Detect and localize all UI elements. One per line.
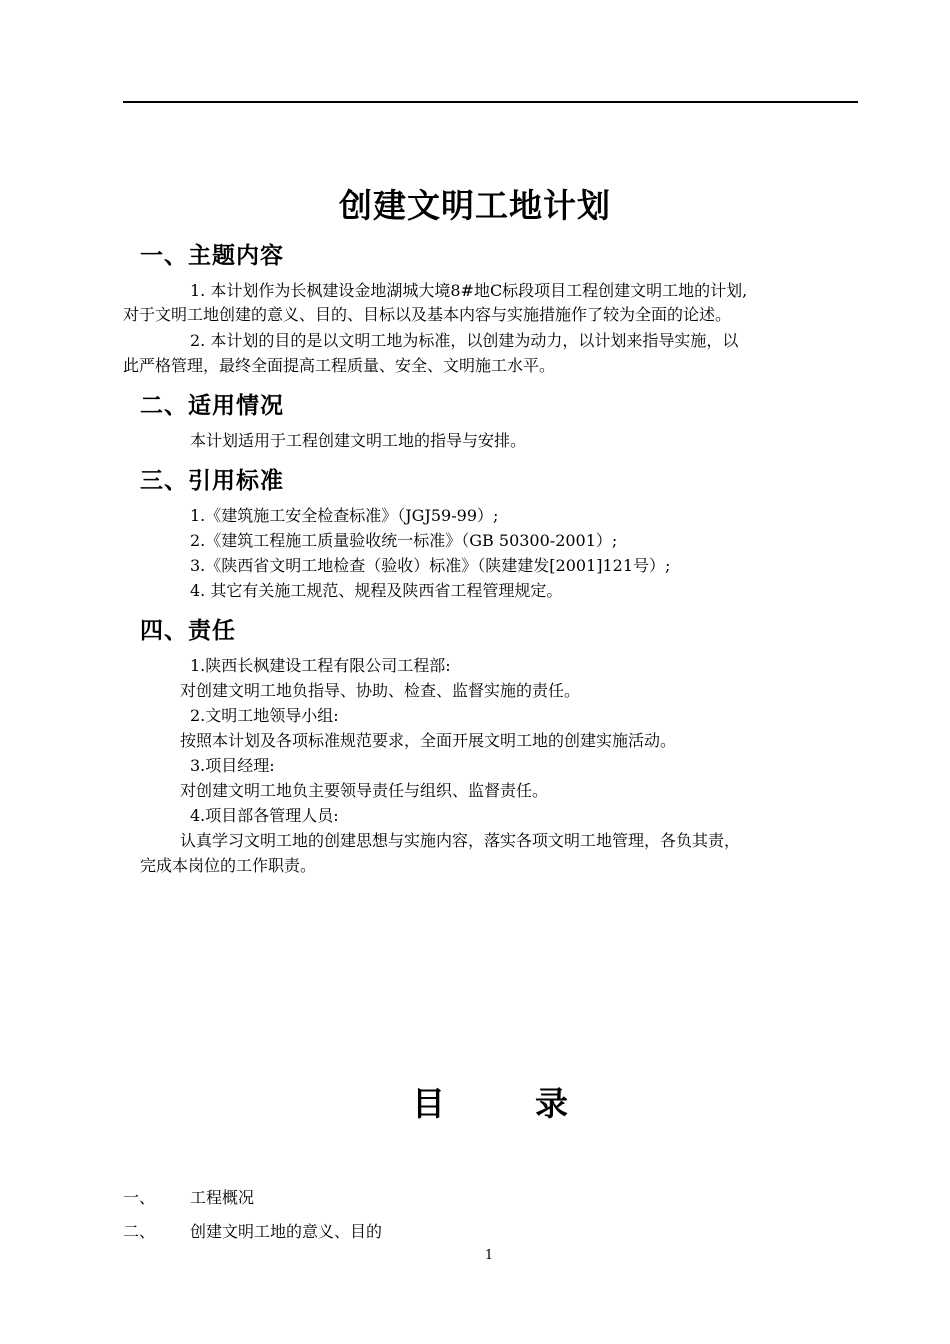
list-item: 3.《陕西省文明工地检查（验收）标准》（陕建建发[2001]121号）;: [190, 556, 671, 575]
responsibility-title: 2.文明工地领导小组:: [190, 706, 339, 725]
responsibility-text: 对创建文明工地负主要领导责任与组织、监督责任。: [180, 781, 549, 800]
list-item: 1.《建筑施工安全检查标准》（JGJ59-99）;: [190, 506, 499, 525]
paragraph: 本计划适用于工程创建文明工地的指导与安排。: [190, 431, 527, 450]
responsibility-title: 4.项目部各管理人员:: [190, 806, 339, 825]
responsibility-text: 完成本岗位的工作职责。: [140, 856, 317, 875]
section-heading-2: 二、适用情况: [140, 393, 284, 419]
toc-title-char: 录: [535, 1084, 568, 1123]
section-heading-4: 四、责任: [140, 618, 236, 644]
responsibility-text: 对创建文明工地负指导、协助、检查、监督实施的责任。: [180, 681, 581, 700]
responsibility-title: 1.陕西长枫建设工程有限公司工程部:: [190, 656, 451, 675]
paragraph: 1. 本计划作为长枫建设金地湖城大境8#地C标段项目工程创建文明工地的计划,: [190, 281, 748, 300]
paragraph: 2. 本计划的目的是以文明工地为标准，以创建为动力，以计划来指导实施，以: [190, 331, 739, 350]
paragraph: 此严格管理，最终全面提高工程质量、安全、文明施工水平。: [123, 356, 556, 375]
responsibility-text: 按照本计划及各项标准规范要求，全面开展文明工地的创建实施活动。: [180, 731, 677, 750]
section-heading-3: 三、引用标准: [140, 468, 284, 494]
toc-item-number: 二、: [123, 1222, 156, 1241]
toc-item-number: 一、: [123, 1188, 156, 1207]
list-item: 2.《建筑工程施工质量验收统一标准》（GB 50300-2001）;: [190, 531, 618, 550]
toc-item-text: 工程概况: [190, 1188, 255, 1207]
responsibility-title: 3.项目经理:: [190, 756, 275, 775]
toc-item-text: 创建文明工地的意义、目的: [190, 1222, 383, 1241]
paragraph: 对于文明工地创建的意义、目的、目标以及基本内容与实施措施作了较为全面的论述。: [123, 305, 732, 324]
page-number: 1: [484, 1248, 494, 1263]
responsibility-text: 认真学习文明工地的创建思想与实施内容，落实各项文明工地管理，各负其责，: [180, 831, 741, 850]
toc-title: [0, 1078, 950, 1125]
list-item: 4. 其它有关施工规范、规程及陕西省工程管理规定。: [190, 581, 563, 600]
header-rule: [123, 101, 858, 103]
page-title: 创建文明工地计划: [339, 186, 611, 225]
toc-title-char: 目: [412, 1084, 445, 1123]
section-heading-1: 一、主题内容: [140, 243, 284, 269]
